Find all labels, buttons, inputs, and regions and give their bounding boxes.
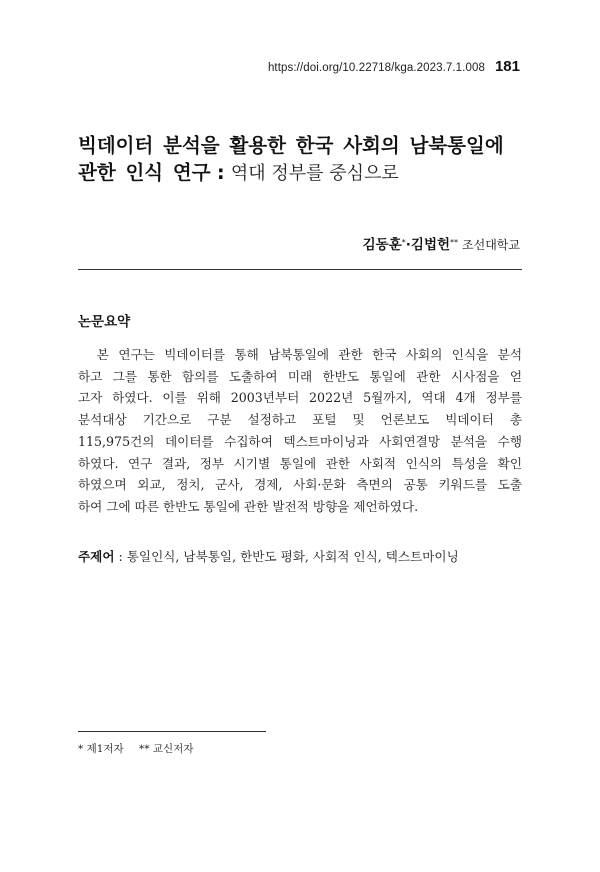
abstract-line: 115,975건의 데이터를 수집하여 텍스트마이닝과 사회연결망 분석을 수행 xyxy=(78,433,522,449)
author-2-mark: ** xyxy=(450,238,459,247)
keywords-text: 통일인식, 남북통일, 한반도 평화, 사회적 인식, 텍스트마이닝 xyxy=(126,549,459,564)
page-number: 181 xyxy=(494,58,520,75)
abstract-line: 분석대상 기간으로 구분 설정하고 포털 및 언론보도 빅데이터 총 xyxy=(78,412,522,428)
author-1-mark: * xyxy=(401,238,406,247)
abstract-line: 하여 그에 따른 한반도 통일에 관한 발전적 방향을 제언하였다. xyxy=(78,498,419,514)
abstract-body xyxy=(78,344,522,518)
title-subtitle: 역대 정부를 중심으로 xyxy=(230,163,399,184)
abstract-line: 하고 그를 통한 함의를 도출하여 미래 한반도 통일에 관한 시사점을 얻 xyxy=(78,368,522,384)
title-colon: : xyxy=(216,161,225,184)
footnotes xyxy=(78,741,193,756)
abstract-line: 하였으며 외교, 정치, 군사, 경제, 사회·문화 측면의 공통 키워드를 도출 xyxy=(78,477,522,493)
title-line-2 xyxy=(78,159,538,187)
author-line xyxy=(363,233,520,253)
footnote-first-author: * 제1저자 xyxy=(78,743,124,755)
author-1: 김동훈 xyxy=(362,237,402,253)
keywords-separator: : xyxy=(114,549,127,564)
author-separator: · xyxy=(405,237,411,253)
title-main: 관한 인식 연구 xyxy=(78,161,211,184)
title-line-1: 빅데이터 분석을 활용한 한국 사회의 남북통일에 xyxy=(78,134,504,157)
doi-link[interactable]: https://doi.org/10.22718/kga.2023.7.1.008 xyxy=(267,62,485,74)
running-header xyxy=(268,58,520,75)
keywords xyxy=(78,546,522,565)
footnote-corresponding-author: ** 교신저자 xyxy=(139,743,194,755)
paper-title xyxy=(78,132,538,187)
abstract-line: 하였다. 연구 결과, 정부 시기별 통일에 관한 사회적 인식의 특성을 확인 xyxy=(78,455,522,471)
abstract-heading: 논문요약 xyxy=(78,314,131,330)
title-divider xyxy=(78,269,522,270)
footnote-divider xyxy=(78,731,266,732)
abstract-line: 고자 하였다. 이를 위해 2003년부터 2022년 5월까지, 역대 4개 정부를 xyxy=(78,390,522,406)
abstract-line: 본 연구는 빅데이터를 통해 남북통일에 관한 한국 사회의 인식을 분석 xyxy=(78,347,522,362)
keywords-label: 주제어 xyxy=(78,549,115,564)
author-2: 김법헌 xyxy=(410,237,451,253)
affiliation: 조선대학교 xyxy=(462,238,520,252)
